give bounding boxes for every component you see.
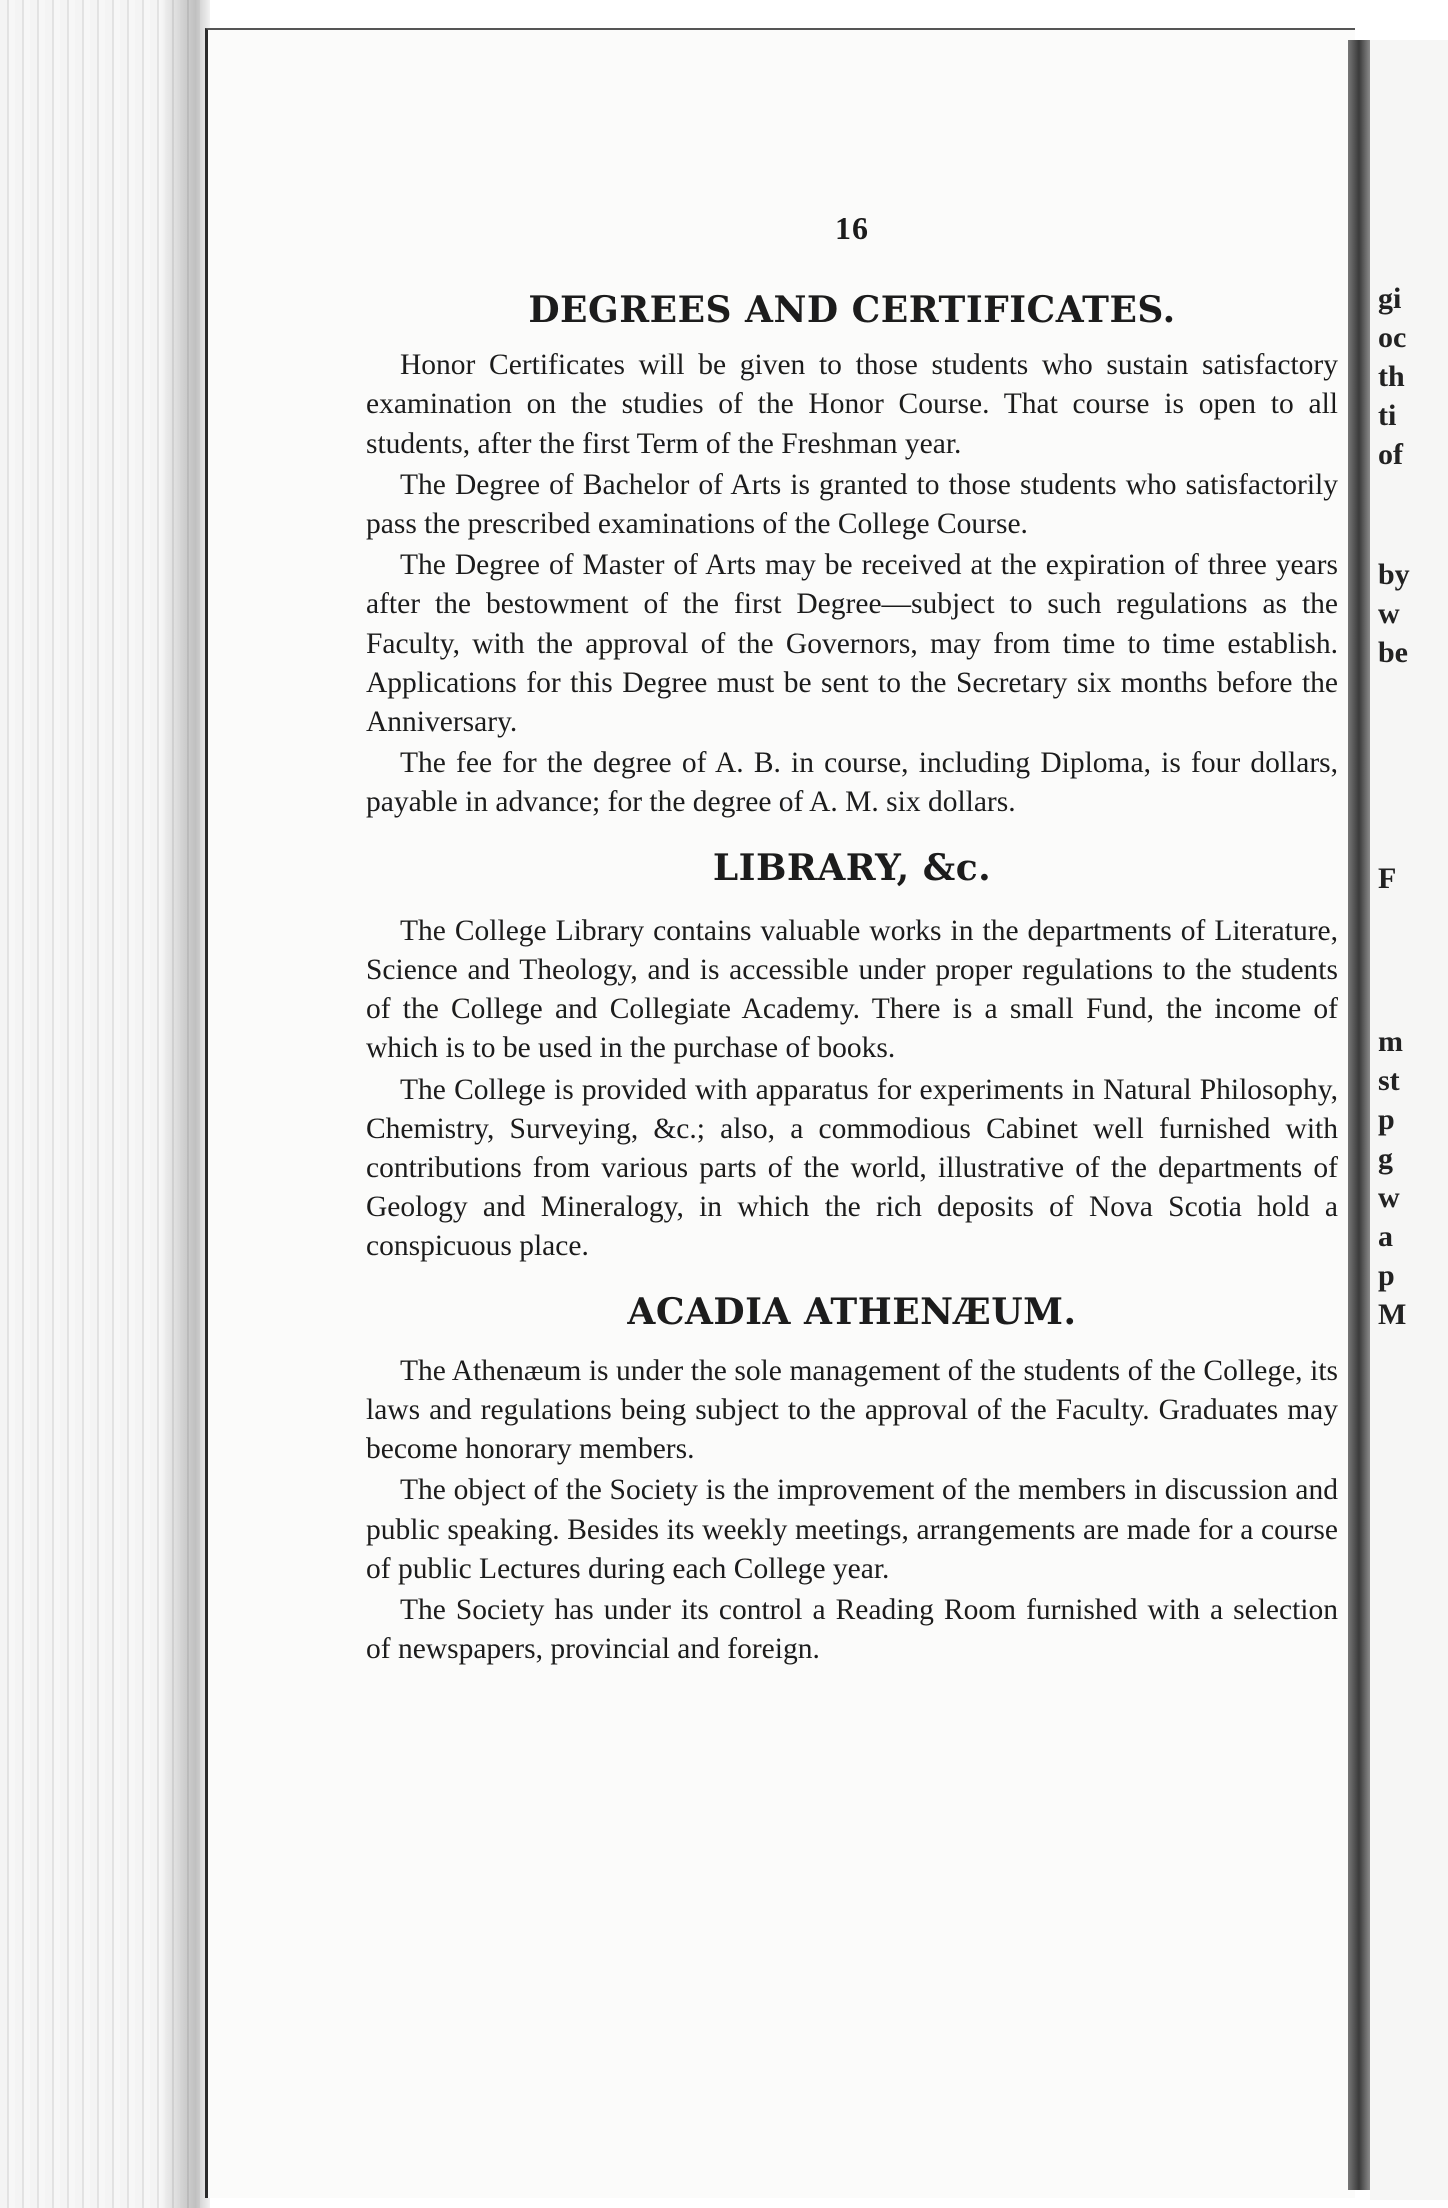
facing-fragment: th xyxy=(1378,360,1405,393)
facing-fragment: oc xyxy=(1378,321,1407,354)
section-heading: ACADIA ATHENÆUM. xyxy=(627,1290,1077,1333)
facing-fragment: gi xyxy=(1378,282,1402,315)
section-degrees xyxy=(366,289,1338,823)
page-content xyxy=(366,210,1338,1693)
facing-fragment: be xyxy=(1378,636,1408,669)
facing-fragment: ti xyxy=(1378,399,1397,432)
section-library xyxy=(366,847,1338,1267)
facing-fragment: by xyxy=(1378,558,1410,591)
facing-fragment: M xyxy=(1378,1298,1407,1331)
paragraph: The object of the Society is the improvement of the members in discussion and public speaking. Besides its weekly meetings, arrangements are made for a course of public Lectures during each College year. xyxy=(366,1474,1338,1585)
section-athenaeum xyxy=(366,1291,1338,1670)
page-number: 16 xyxy=(835,210,869,246)
facing-fragment: m xyxy=(1378,1025,1403,1058)
paragraph: The Athenæum is under the sole management of the students of the College, its laws and regulations being subject to the approval of the Faculty. Graduates may become honorary members. xyxy=(366,1354,1338,1466)
facing-fragment: F xyxy=(1378,862,1397,895)
facing-page xyxy=(1370,40,1448,2200)
facing-fragment: w xyxy=(1378,597,1400,630)
paragraph: The Degree of Bachelor of Arts is granted to those students who satisfactorily pass the prescribed examinations of the College Course. xyxy=(366,468,1338,540)
paragraph: Honor Certificates will be given to those students who sustain satisfactory examination on the studies of the Honor Course. That course is open to all students, after the first Term of the Freshman year. xyxy=(366,349,1338,460)
paragraph: The fee for the degree of A. B. in course, including Diploma, is four dollars, payable in advance; for the degree of A. M. six dollars. xyxy=(366,747,1338,819)
binding-shadow xyxy=(160,0,210,2208)
paragraph: The College is provided with apparatus for experiments in Natural Philosophy, Chemistry, Surveying, &c.; also, a commodious Cabinet well furnished with contributions from various parts of the world, illustrative of the departments of Geology and Mineralogy, in which the rich deposits of Nova Scotia hold a conspicuous place. xyxy=(366,1073,1338,1263)
facing-fragment: w xyxy=(1378,1181,1400,1214)
section-heading: DEGREES AND CERTIFICATES. xyxy=(528,289,1176,331)
section-heading: LIBRARY, &c. xyxy=(712,846,992,889)
book-gutter xyxy=(1348,40,1370,2190)
paragraph: The Degree of Master of Arts may be received at the expiration of three years after the bestowment of the first Degree—subject to such regulations as the Faculty, with the approval of the Governors, may from time to time establish. Applications for this Degree must be sent to the Secretary six months before the Anniversary. xyxy=(366,549,1338,739)
facing-fragment: a xyxy=(1378,1220,1393,1253)
paragraph: The College Library contains valuable works in the departments of Literature, Science and Theology, and is accessible under proper regulations to the students of the College and Collegiate Academy. There is a small Fund, the income of which is to be used in the purchase of books. xyxy=(366,914,1338,1065)
facing-fragment: st xyxy=(1378,1064,1400,1097)
facing-fragment: p xyxy=(1378,1103,1395,1136)
paragraph: The Society has under its control a Reading Room furnished with a selection of newspapers, provincial and foreign. xyxy=(366,1594,1338,1666)
facing-fragment: g xyxy=(1378,1142,1393,1175)
facing-fragment: p xyxy=(1378,1259,1395,1292)
facing-fragment: of xyxy=(1378,438,1403,471)
